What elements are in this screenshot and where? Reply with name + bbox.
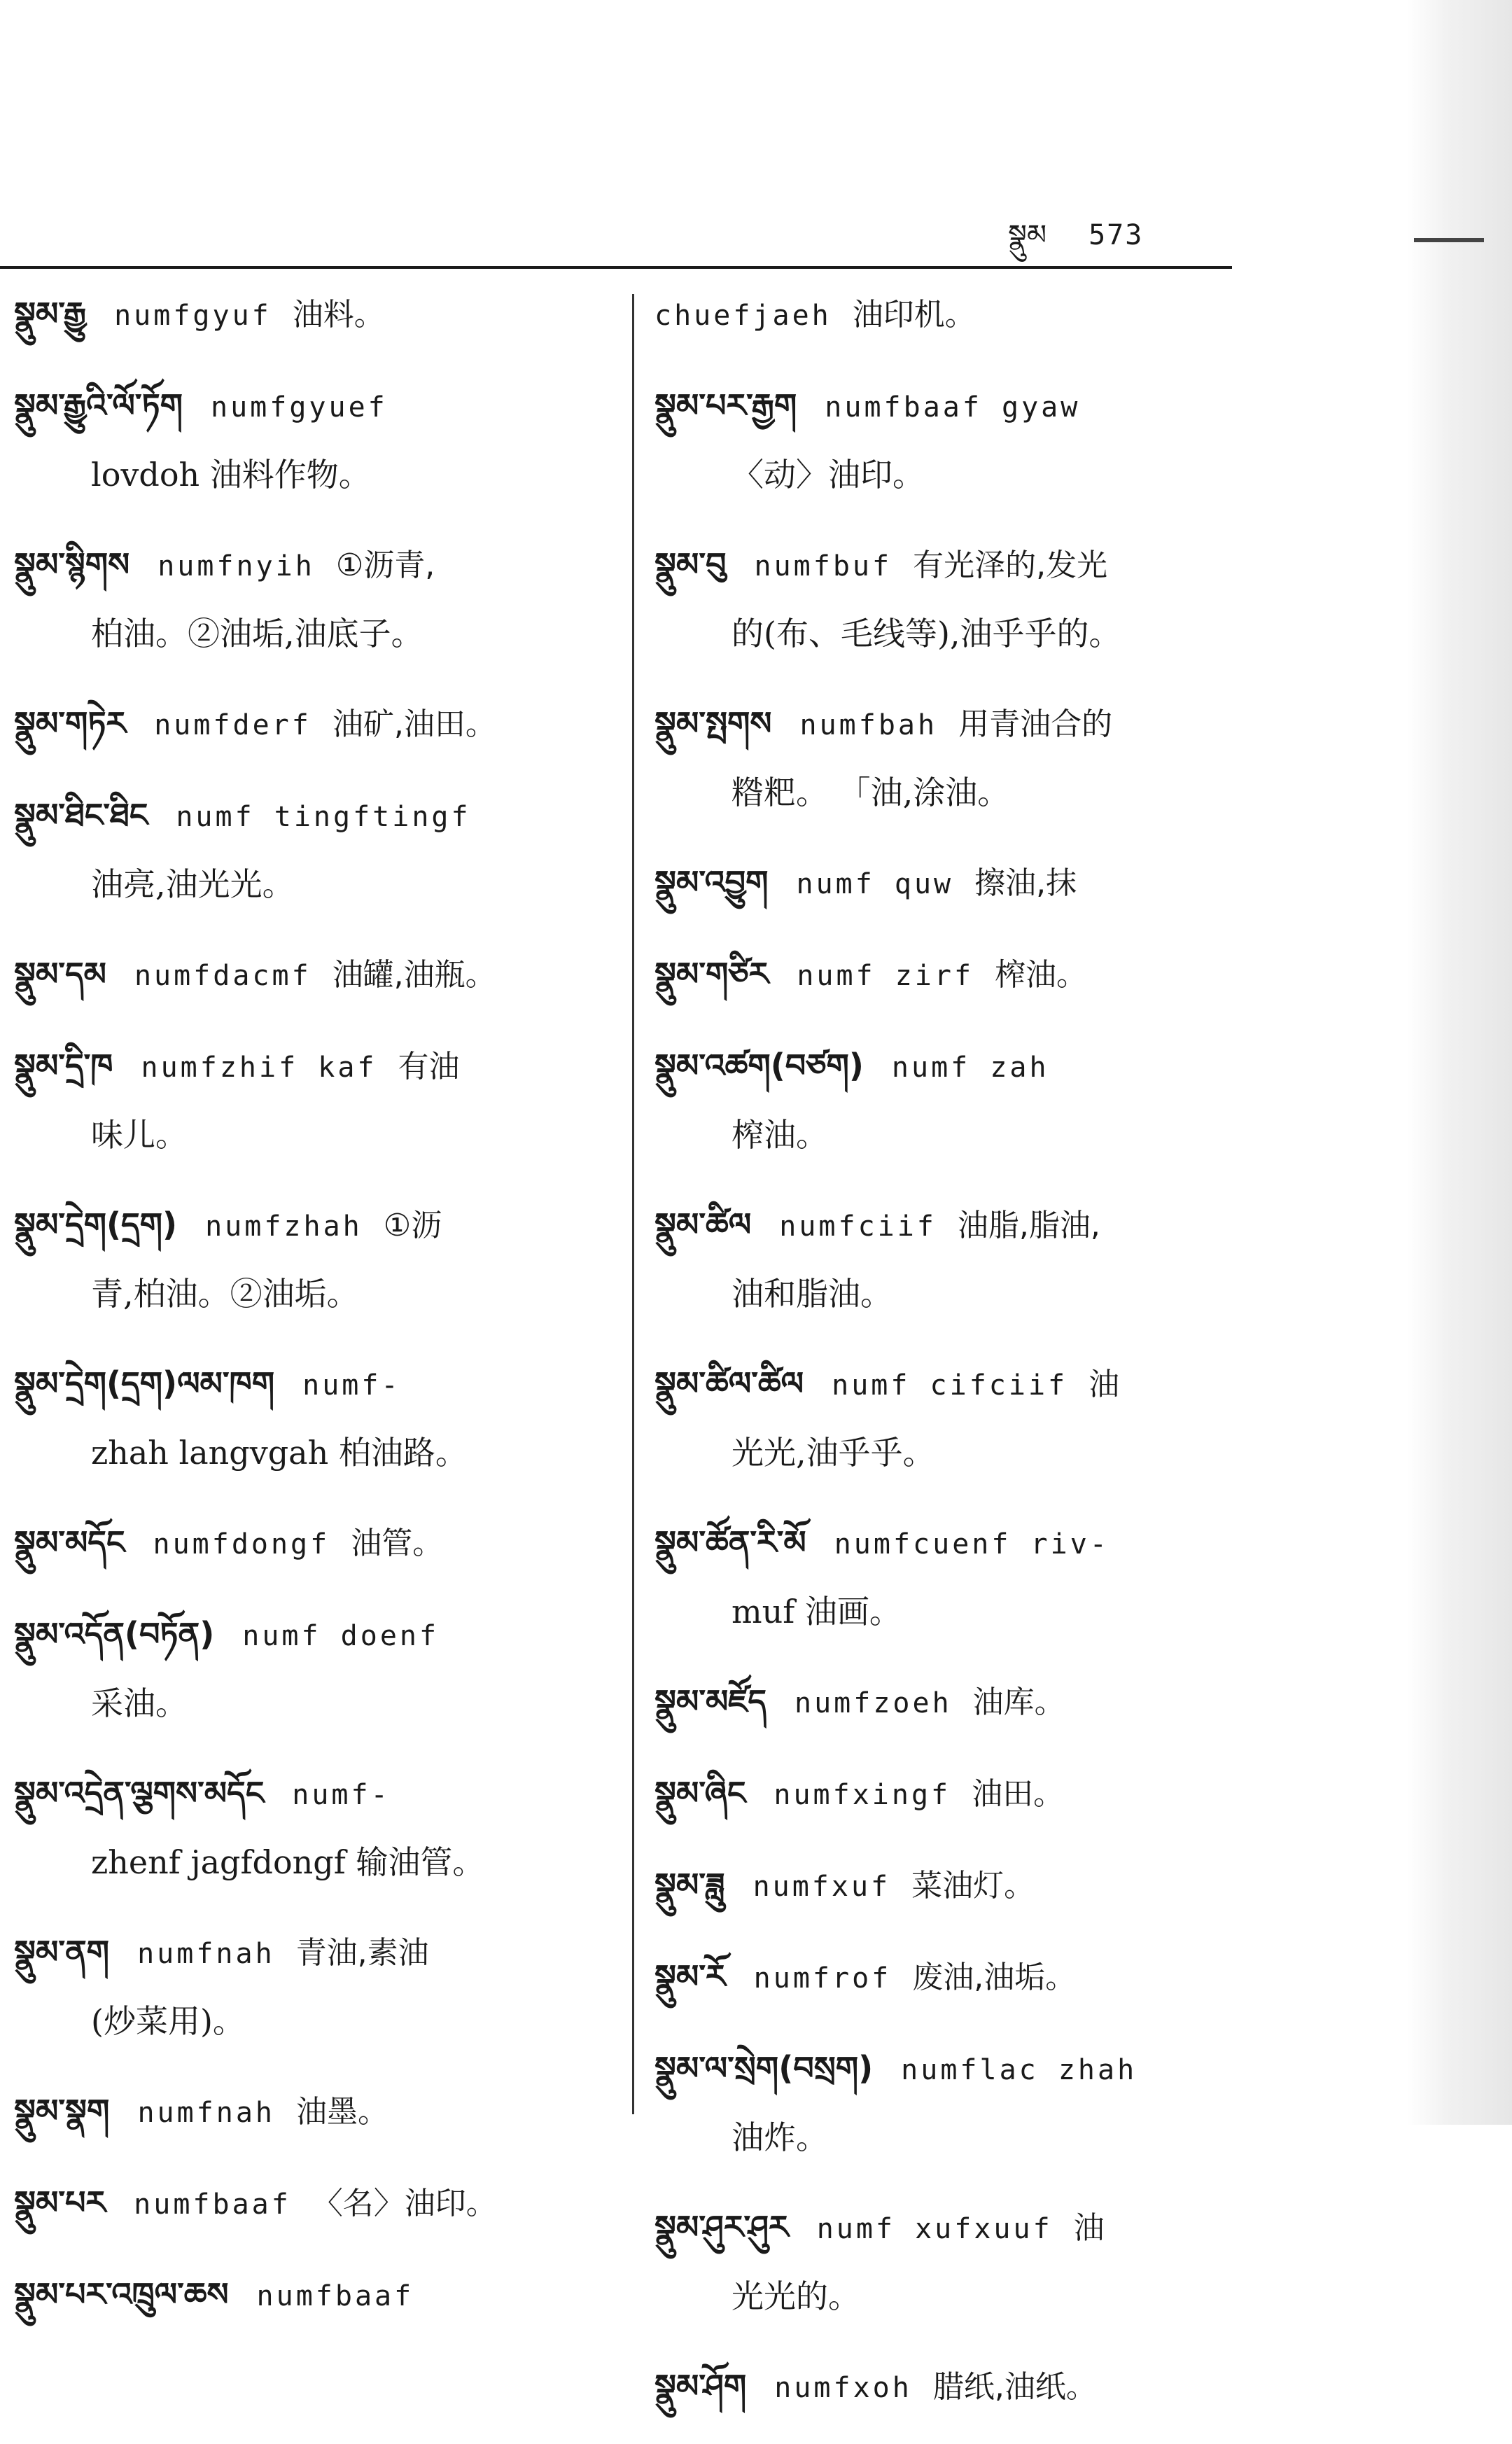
entry-headline [654, 280, 1270, 349]
romanization: numfnyih [158, 550, 315, 582]
entry-headline [14, 690, 623, 759]
romanization: numf quw [796, 868, 954, 900]
entry-headline [654, 1509, 1270, 1578]
entry-continuation: 〈动〉油印。 [732, 456, 925, 494]
entry-headline [654, 2193, 1270, 2263]
right-column [654, 280, 1270, 2444]
entry-headline [654, 1191, 1270, 1260]
romanization: numfzhif kaf [141, 1052, 377, 1084]
romanization: numfcuenf riv- [834, 1528, 1110, 1560]
dictionary-entry [654, 2193, 1270, 2330]
entry-headline [654, 372, 1270, 441]
romanization: numfrof [753, 1962, 892, 1995]
page-number: 573 [1088, 219, 1144, 251]
entry-continuation: 油和脂油。 [732, 1275, 892, 1313]
tibetan-headword: སྣུམ་སྙིགས [14, 545, 130, 583]
romanization: numfnah [137, 1938, 275, 1970]
tibetan-headword: སྣུམ་བུ [654, 545, 727, 583]
dictionary-entry [14, 1918, 623, 2055]
romanization: numf- [302, 1369, 401, 1402]
tibetan-headword: སྣུམ་ཟླུ [654, 1866, 725, 1904]
romanization: numfbaaf [134, 2188, 291, 2221]
chinese-gloss: 油料。 [292, 297, 385, 333]
dictionary-entry [654, 1191, 1270, 1327]
entry-headline [654, 690, 1270, 759]
chinese-gloss: 废油,油垢。 [912, 1960, 1077, 1995]
entry-continuation: (炒菜用)。 [91, 2002, 245, 2040]
tibetan-headword: སྣུམ་ཚོན་རི་མོ [654, 1523, 806, 1561]
tibetan-headword: སྣུམ་ཚིལ [654, 1206, 752, 1243]
dictionary-entry [14, 1759, 623, 1896]
romanization: numfbuf [754, 550, 892, 582]
dictionary-entry [14, 280, 623, 349]
entry-headline [654, 940, 1270, 1010]
entry-headline [14, 781, 623, 851]
dictionary-entry [14, 2261, 623, 2330]
romanization: numf- [292, 1779, 391, 1811]
chinese-gloss: 油 [1073, 2210, 1105, 2246]
chinese-gloss: 油印机。 [852, 297, 976, 333]
tibetan-headword: སྣུམ་དམ [14, 955, 106, 993]
chinese-gloss: 油田。 [972, 1776, 1065, 1812]
column-divider [632, 294, 634, 2114]
chinese-gloss: 油罐,油瓶。 [332, 957, 496, 993]
chinese-gloss: 油 [1088, 1367, 1120, 1402]
tibetan-headword: སྣུམ་ཤོག [654, 2367, 747, 2405]
entry-headline [654, 1668, 1270, 1737]
dictionary-entry [14, 531, 623, 667]
entry-continuation: 柏油。②油垢,油底子。 [91, 615, 424, 652]
romanization: numfbaaf [256, 2280, 414, 2312]
entry-continuation: zhenf jagfdongf 输油管。 [91, 1843, 485, 1881]
chinese-gloss: 有油 [398, 1049, 460, 1084]
tibetan-headword: སྣུམ་གཙིར [654, 955, 769, 993]
tibetan-headword: སྣུམ་མཛོད [654, 1682, 766, 1720]
chinese-gloss: 腊纸,油纸。 [932, 2369, 1097, 2405]
tibetan-headword: སྣུམ་སྤགས [654, 704, 772, 742]
chinese-gloss: ①沥青, [335, 547, 435, 583]
dictionary-entry [654, 1943, 1270, 2012]
romanization: numf zirf [797, 960, 974, 992]
entry-headline [654, 531, 1270, 600]
chinese-gloss: 油墨。 [296, 2094, 389, 2130]
tibetan-headword: སྣུམ་པར་འཁྲུལ་ཆས [14, 2275, 229, 2313]
tibetan-headword: སྣུམ་འབྱུག [654, 863, 769, 901]
romanization: numfderf [154, 709, 312, 741]
tibetan-headword: སྣུམ་གཏེར [14, 704, 127, 742]
romanization: numfxingf [774, 1779, 951, 1811]
dictionary-entry [654, 1032, 1270, 1168]
entry-continuation: zhah langvgah 柏油路。 [91, 1434, 468, 1472]
entry-headline [14, 372, 623, 441]
edge-mark [1414, 238, 1484, 242]
entry-headline [14, 1191, 623, 1260]
tibetan-headword: སྣུམ་རོ [654, 1957, 726, 1995]
dictionary-entry [654, 1851, 1270, 1920]
dictionary-entry [654, 940, 1270, 1010]
entry-continuation: 光光,油乎乎。 [732, 1434, 935, 1472]
dictionary-entry [14, 2169, 623, 2238]
chinese-gloss: 青油,素油 [295, 1935, 429, 1971]
entry-headline [14, 1350, 623, 1419]
chinese-gloss: 擦油,抹 [974, 865, 1077, 901]
header-rule [0, 266, 1232, 269]
romanization: numf doenf [242, 1620, 440, 1652]
dictionary-entry [14, 1509, 623, 1578]
romanization: numfbah [799, 709, 938, 741]
entry-continuation: 光光的。 [732, 2277, 860, 2315]
left-column [14, 280, 623, 2352]
tibetan-headword: སྣུམ་ཤུར་ཤུར [654, 2208, 789, 2246]
tibetan-headword: སྣུམ་ལ་སྲེག(བསྲག) [654, 2049, 874, 2087]
entry-headline [654, 1943, 1270, 2012]
entry-continuation: 油炸。 [732, 2118, 828, 2156]
dictionary-entry [14, 1032, 623, 1168]
tibetan-headword: སྣུམ་ཐིང་ཐིང [14, 796, 148, 834]
dictionary-entry [14, 1600, 623, 1737]
entry-headline [14, 1509, 623, 1578]
romanization: numfdongf [153, 1528, 330, 1560]
romanization: numfzoeh [794, 1687, 952, 1719]
romanization: numf cifciif [832, 1369, 1068, 1402]
tibetan-headword: སྣུམ་འཚག(བཙག) [654, 1047, 864, 1084]
chinese-gloss: 油矿,油田。 [332, 706, 496, 742]
entry-continuation: lovdoh 油料作物。 [91, 456, 371, 494]
romanization: numfciif [779, 1210, 937, 1243]
chinese-gloss: 油脂,脂油, [957, 1208, 1100, 1243]
romanization: numfzhah [205, 1210, 363, 1243]
dictionary-entry [14, 781, 623, 918]
dictionary-entry [654, 1759, 1270, 1829]
entry-headline [14, 2261, 623, 2330]
dictionary-entry [14, 690, 623, 759]
entry-headline [654, 2034, 1270, 2104]
chinese-gloss: 有光泽的,发光 [913, 547, 1108, 583]
entry-headline [654, 849, 1270, 918]
tibetan-headword: སྣུམ་རྒྱུ [14, 295, 87, 333]
chinese-gloss: 菜油灯。 [911, 1868, 1035, 1904]
dictionary-entry [14, 1350, 623, 1486]
romanization: numfgyuef [211, 391, 388, 424]
dictionary-entry [654, 531, 1270, 667]
entry-headline [14, 1918, 623, 1988]
tibetan-headword: སྣུམ་ནག [14, 1933, 110, 1971]
entry-continuation: 油亮,油光光。 [91, 865, 295, 903]
entry-headline [654, 1759, 1270, 1829]
tibetan-headword: སྣུམ་པར་རྒྱག [654, 386, 797, 424]
romanization: numfdacmf [134, 960, 312, 992]
romanization: numfgyuf [114, 300, 272, 332]
page-header [1008, 203, 1143, 259]
entry-continuation: 味儿。 [91, 1116, 188, 1154]
dictionary-entry [654, 280, 1270, 349]
romanization: chuefjaeh [654, 300, 832, 332]
romanization: numflac zhah [901, 2054, 1138, 2086]
chinese-gloss: 〈名〉油印。 [312, 2186, 497, 2221]
chinese-gloss: 用青油合的 [958, 706, 1113, 742]
dictionary-entry [654, 690, 1270, 826]
chinese-gloss: 榨油。 [995, 957, 1088, 993]
dictionary-entry [654, 1350, 1270, 1486]
tibetan-headword: སྣུམ་རྒྱུའི་ལོ་ཏོག [14, 386, 183, 424]
chinese-gloss: 油库。 [972, 1684, 1065, 1720]
tibetan-headword: སྣུམ་པར [14, 2184, 106, 2221]
tibetan-headword: སྣུམ་འདོན(བཏོན) [14, 1615, 215, 1653]
romanization: numfxuf [752, 1871, 891, 1903]
entry-headline [14, 2169, 623, 2238]
entry-headline [654, 1032, 1270, 1101]
tibetan-headword: སྣུམ་འདྲེན་ལྕགས་མདོང [14, 1774, 265, 1812]
entry-continuation: 榨油。 [732, 1116, 828, 1154]
entry-continuation: 青,柏油。②油垢。 [91, 1275, 359, 1313]
entry-headline [14, 1759, 623, 1829]
dictionary-entry [14, 940, 623, 1010]
dictionary-entry [654, 1668, 1270, 1737]
romanization: numfbaaf gyaw [825, 391, 1081, 424]
dictionary-entry [14, 1191, 623, 1327]
dictionary-entry [654, 849, 1270, 918]
entry-continuation: muf 油画。 [732, 1593, 902, 1631]
entry-headline [654, 2352, 1270, 2422]
romanization: numf xufxuuf [816, 2213, 1053, 2245]
tibetan-headword: སྣུམ་ཚིལ་ཚིལ [654, 1364, 804, 1402]
entry-continuation: 采油。 [91, 1684, 188, 1722]
entry-continuation: 糌粑。 「油,涂油。 [732, 774, 1010, 811]
header-word: སྣུམ [1008, 219, 1047, 251]
entry-headline [14, 1600, 623, 1670]
entry-headline [14, 280, 623, 349]
chinese-gloss: 油管。 [351, 1525, 444, 1561]
romanization: numf zah [891, 1052, 1049, 1084]
entry-headline [14, 940, 623, 1010]
tibetan-headword: སྣུམ་སྣག [14, 2092, 110, 2130]
tibetan-headword: སྣུམ་མདོང [14, 1523, 125, 1561]
tibetan-headword: སྣུམ་དྲེག(དྲག)ལམ་ཁག [14, 1364, 275, 1402]
page-edge-shadow [1407, 0, 1512, 2125]
dictionary-entry [654, 2034, 1270, 2171]
tibetan-headword: སྣུམ་ཞིང [654, 1774, 746, 1812]
entry-continuation: 的(布、毛线等),油乎乎的。 [732, 615, 1121, 652]
dictionary-entry [654, 372, 1270, 508]
tibetan-headword: སྣུམ་དྲེག(དྲག) [14, 1206, 178, 1243]
dictionary-entry [14, 372, 623, 508]
tibetan-headword: སྣུམ་དྲི་ཁ [14, 1047, 113, 1084]
dictionary-entry [14, 2077, 623, 2146]
romanization: numf tingftingf [176, 801, 471, 833]
dictionary-entry [654, 1509, 1270, 1645]
entry-headline [654, 1851, 1270, 1920]
chinese-gloss: ①沥 [383, 1208, 442, 1243]
entry-headline [14, 531, 623, 600]
dictionary-entry [654, 2352, 1270, 2422]
romanization: numfnah [137, 2097, 276, 2129]
entry-headline [14, 1032, 623, 1101]
romanization: numfxoh [774, 2372, 912, 2404]
entry-headline [14, 2077, 623, 2146]
entry-headline [654, 1350, 1270, 1419]
